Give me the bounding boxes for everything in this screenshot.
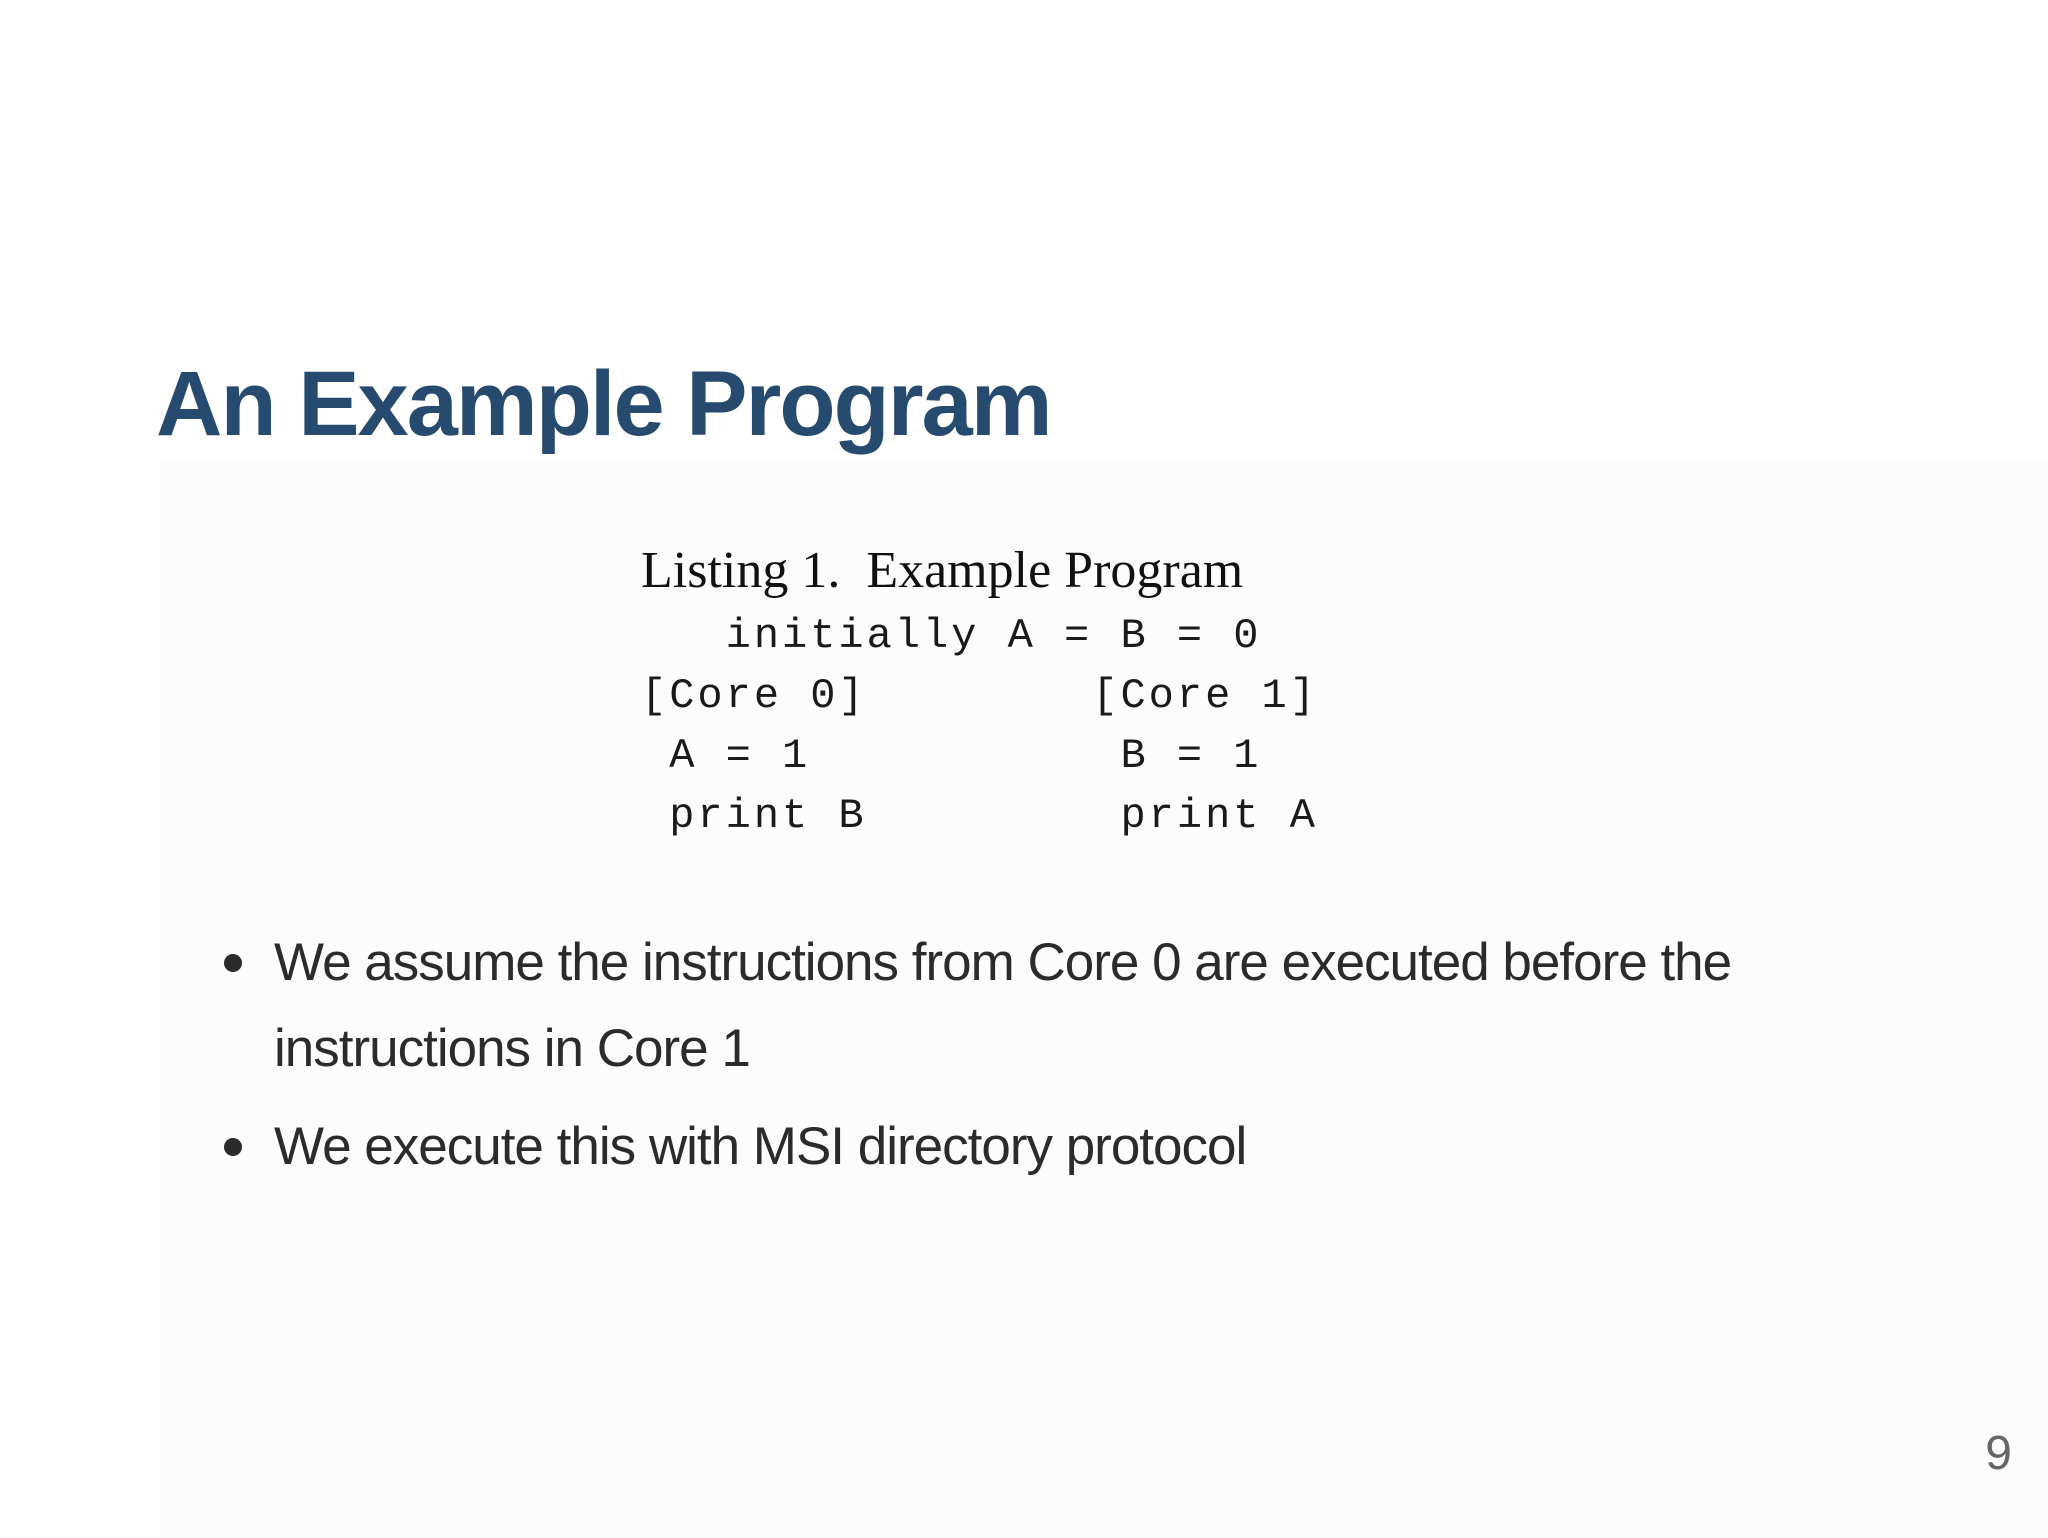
bullet-text: We execute this with MSI directory protocol (274, 1117, 1247, 1176)
listing-caption: Listing 1. Example Program (641, 542, 1244, 599)
slide-title: An Example Program (156, 353, 1051, 455)
bullet-list (220, 920, 1870, 1202)
code-line: [Core 0] [Core 1] (641, 672, 1318, 720)
bullet-item (220, 1104, 1870, 1190)
code-line: print B print A (641, 792, 1318, 840)
code-block (641, 606, 1318, 846)
bullet-icon (224, 954, 242, 972)
bullet-text: We assume the instructions from Core 0 are executed before the instructions in Core 1 (274, 933, 1732, 1078)
bullet-icon (224, 1138, 242, 1156)
code-line: initially A = B = 0 (641, 612, 1262, 660)
page-number: 9 (1985, 1427, 2012, 1480)
code-line: A = 1 B = 1 (641, 732, 1262, 780)
code-listing (641, 536, 1318, 846)
bullet-item (220, 920, 1870, 1092)
